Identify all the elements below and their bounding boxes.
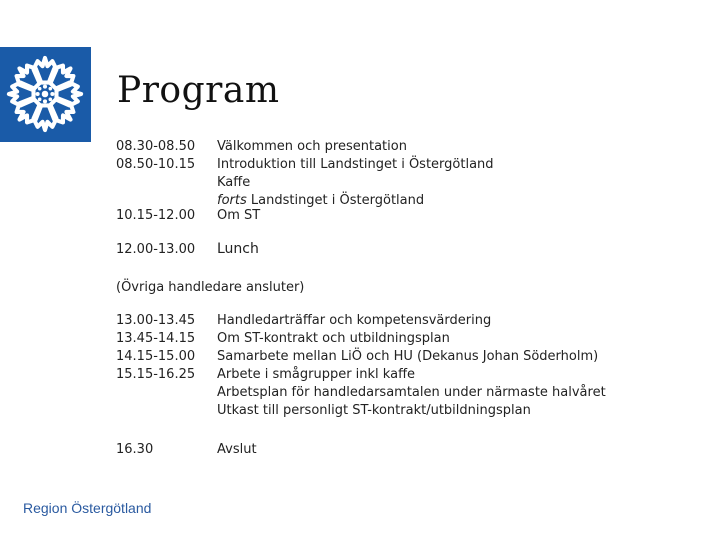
time-0830: 08.30-08.50	[116, 139, 196, 154]
time-1345: 13.45-14.15	[116, 331, 196, 346]
continued-text: Landstinget i Östergötland	[246, 193, 425, 208]
activity-collaboration: Samarbete mellan LiÖ och HU (Dekanus Johan Söderholm)	[217, 349, 599, 364]
time-1015: 10.15-12.00	[116, 208, 196, 223]
activity-introduction: Introduktion till Landstinget i Östergötland	[217, 157, 494, 172]
time-1200: 12.00-13.00	[116, 242, 196, 257]
time-1630: 16.30	[116, 442, 154, 457]
continued-italic: forts	[217, 193, 247, 208]
activity-group-work: Arbete i smågrupper inkl kaffe	[217, 367, 416, 382]
region-logo	[0, 47, 91, 142]
time-1300: 13.00-13.45	[116, 313, 196, 328]
activity-draft-contract: Utkast till personligt ST-kontrakt/utbildningsplan	[217, 403, 531, 418]
activity-om-st: Om ST	[217, 208, 261, 223]
activity-end: Avslut	[217, 442, 257, 457]
page-title: Program	[117, 70, 280, 111]
time-1515: 15.15-16.25	[116, 367, 196, 382]
time-0850: 08.50-10.15	[116, 157, 196, 172]
activity-supervisor-meetings: Handledarträffar och kompetensvärdering	[217, 313, 492, 328]
activity-work-plan: Arbetsplan för handledarsamtalen under närmaste halvåret	[217, 385, 606, 400]
note-text: (Övriga handledare ansluter)	[116, 280, 305, 295]
time-1415: 14.15-15.00	[116, 349, 196, 364]
activity-lunch: Lunch	[217, 241, 259, 257]
activity-coffee: Kaffe	[217, 175, 251, 190]
cornflower-icon	[4, 53, 86, 135]
footer-organization: Region Östergötland	[23, 500, 152, 516]
activity-welcome: Välkommen och presentation	[217, 139, 407, 154]
activity-st-contract: Om ST-kontrakt och utbildningsplan	[217, 331, 450, 346]
